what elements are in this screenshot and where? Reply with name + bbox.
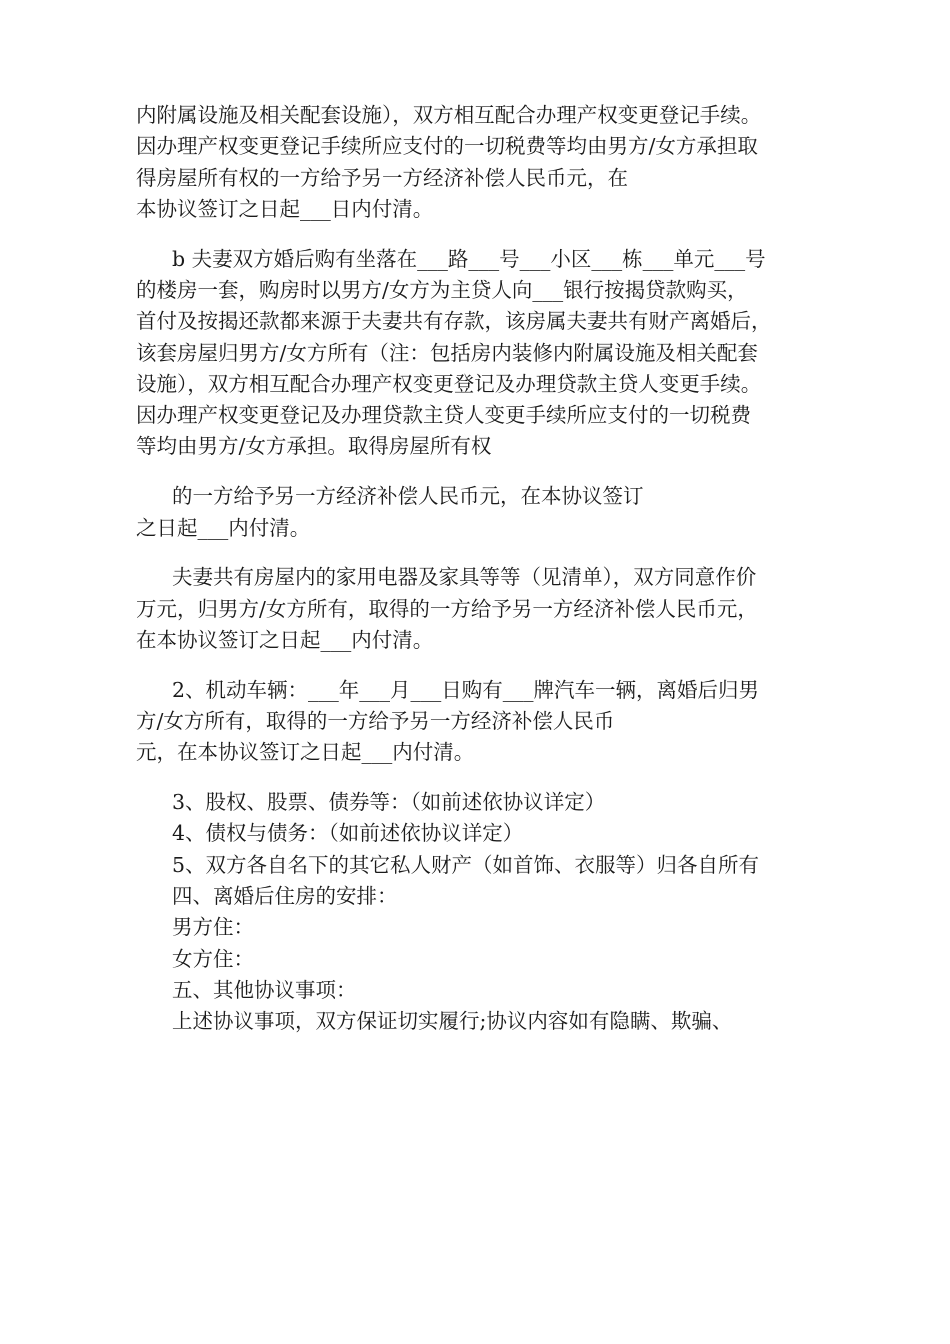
text-line: 因办理产权变更登记手续所应支付的一切税费等均由男方/女方承担取 [136, 134, 758, 159]
text-line: 内附属设施及相关配套设施），双方相互配合办理产权变更登记手续。 [136, 103, 762, 127]
woman-residence: 女方住： [172, 946, 254, 971]
document-body [136, 100, 826, 1038]
text-line: 设施），双方相互配合办理产权变更登记及办理贷款主贷人变更手续。 [136, 371, 762, 396]
text-line: 2、机动车辆：___年___月___日购有___牌汽车一辆，离婚后归男 [172, 677, 760, 702]
text-line: 之日起___内付清。 [136, 515, 311, 540]
text-line: b 夫妻双方婚后购有坐落在___路___号___小区___栋___单元___号 [172, 246, 766, 271]
item-private-property: 5、双方各自名下的其它私人财产（如首饰、衣服等）归各自所有 [172, 852, 760, 877]
text-line: 在本协议签订之日起___内付清。 [136, 627, 434, 652]
text-line: 该套房屋归男方/女方所有（注：包括房内装修内附属设施及相关配套 [136, 340, 758, 365]
text-line: 等均由男方/女方承担。取得房屋所有权 [136, 434, 492, 459]
paragraph-compensation [136, 481, 826, 544]
text-line: 首付及按揭还款都来源于夫妻共有存款，该房属夫妻共有财产离婚后， [136, 309, 772, 334]
item-debts: 4、债权与债务：（如前述依协议详定） [172, 821, 524, 846]
text-line: 万元，归男方/女方所有，取得的一方给予另一方经济补偿人民币元， [136, 596, 758, 621]
paragraph-appliances [136, 562, 826, 656]
item-stocks: 3、股权、股票、债券等：（如前述依协议详定） [172, 790, 606, 815]
paragraph-vehicle [136, 675, 826, 769]
paragraph-property-transfer [136, 100, 826, 225]
section-heading-housing: 四、离婚后住房的安排： [172, 884, 398, 909]
section-heading-other: 五、其他协议事项： [172, 977, 357, 1002]
text-line: 因办理产权变更登记及办理贷款主贷人变更手续所应支付的一切税费 [136, 403, 751, 428]
paragraph-guarantee: 上述协议事项，双方保证切实履行;协议内容如有隐瞒、欺骗、 [172, 1009, 733, 1034]
text-line: 元，在本协议签订之日起___内付清。 [136, 740, 475, 765]
text-line: 方/女方所有，取得的一方给予另一方经济补偿人民币 [136, 709, 615, 734]
paragraph-mortgage-house [136, 244, 826, 463]
man-residence: 男方住： [172, 915, 254, 940]
text-line: 本协议签订之日起___日内付清。 [136, 196, 434, 221]
text-line: 夫妻共有房屋内的家用电器及家具等等（见清单），双方同意作价 [172, 565, 757, 590]
text-line: 的楼房一套，购房时以男方/女方为主贷人向___银行按揭贷款购买， [136, 277, 748, 302]
text-line: 的一方给予另一方经济补偿人民币元，在本协议签订 [172, 484, 644, 509]
text-line: 得房屋所有权的一方给予另一方经济补偿人民币元，在 [136, 165, 628, 190]
